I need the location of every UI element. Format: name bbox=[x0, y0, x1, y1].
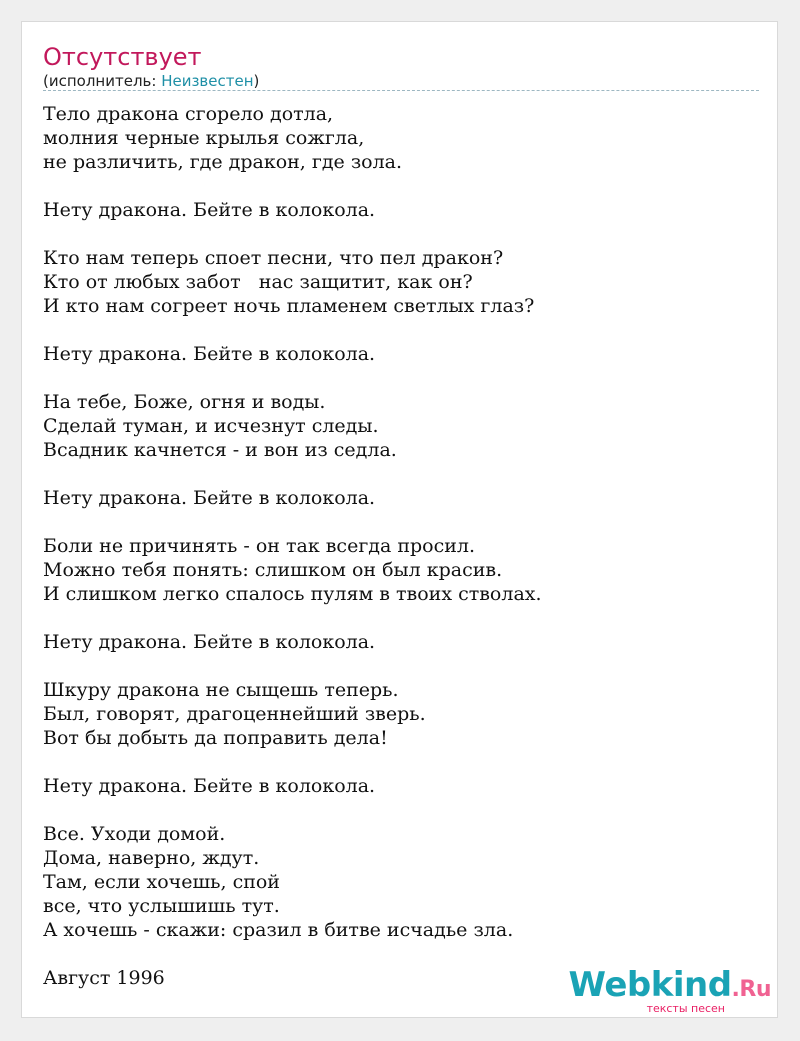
song-title: Отсутствует bbox=[43, 43, 202, 71]
logo-domain: .Ru bbox=[731, 977, 771, 1002]
artist-line bbox=[43, 71, 259, 91]
lyrics-text: Тело дракона сгорело дотла, молния черные крылья сожгла, не различить, где дракон, где зола. Нету дракона. Бейте в колокола. Кто нам теперь споет песни, что пел дракон? Кто от любых забот нас защитит, как он? И кто нам согреет ночь пламенем светлых глаз? Нету дракона. Бейте в колокола. На тебе, Боже, огня и воды. Сделай туман, и исчезнут следы. Всадник качнется - и вон из седла. Нету дракона. Бейте в колокола. Боли не причинять - он так всегда просил. Можно тебя понять: слишком он был красив. И слишком легко спалось пулям в твоих стволах. Нету дракона. Бейте в колокола. Шкуру дракона не сыщешь теперь. Был, говорят, драгоценнейший зверь. Вот бы добыть да поправить дела! Нету дракона. Бейте в колокола. Все. Уходи домой. Дома, наверно, ждут. Там, если хочешь, спой все, что услышишь тут. А хочешь - скажи: сразил в битве исчадье зла. bbox=[43, 103, 542, 941]
lyrics-date: Август 1996 bbox=[43, 967, 165, 989]
lyrics-card bbox=[21, 21, 778, 1018]
logo-main-text: Webkind bbox=[568, 965, 732, 1005]
artist-suffix: ) bbox=[253, 72, 260, 90]
artist-link[interactable]: Неизвестен bbox=[161, 72, 254, 90]
logo-tagline: тексты песен bbox=[646, 1002, 725, 1015]
artist-prefix: (исполнитель: bbox=[43, 72, 162, 90]
divider bbox=[43, 90, 759, 91]
site-logo[interactable] bbox=[569, 967, 771, 1015]
